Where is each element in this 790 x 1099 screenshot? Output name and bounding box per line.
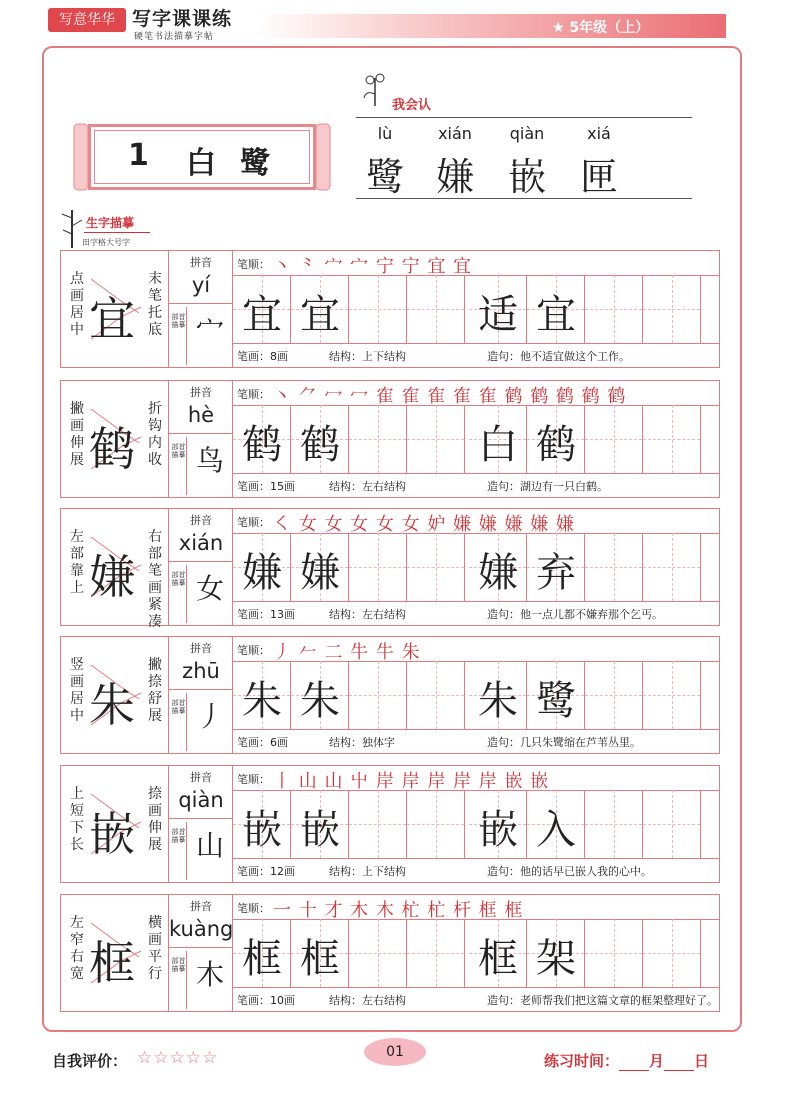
big-char-box bbox=[61, 895, 169, 1011]
char-block bbox=[60, 636, 720, 754]
char-block bbox=[60, 508, 720, 630]
practice-char: 框 bbox=[242, 936, 282, 982]
tip-left: 撇画伸展 bbox=[70, 401, 84, 468]
brand-subtitle: 硬笔书法描摹字帖 bbox=[134, 32, 215, 42]
stroke-count-label: 笔画： bbox=[237, 350, 270, 363]
pinyin-value: yí bbox=[191, 273, 211, 297]
practice-cell[interactable] bbox=[233, 790, 291, 858]
stroke-count-label: 笔画： bbox=[237, 608, 270, 621]
practice-cell[interactable] bbox=[349, 405, 407, 473]
stroke-sequence: 丨 山 山 屮 岸 岸 岸 岸 岸 嵌 嵌 bbox=[273, 771, 550, 792]
pinyin-label: 拼音 bbox=[190, 256, 212, 269]
stroke-count-label: 笔画： bbox=[237, 994, 270, 1007]
example-sentence bbox=[487, 606, 663, 622]
structure-label: 结构： bbox=[329, 865, 362, 878]
stroke-sequence: 丶 ⺈ 冖 冖 隺 隺 隺 隺 隺 鹤 鹤 鹤 鹤 鹤 bbox=[273, 386, 627, 407]
sentence-value: 他一点儿都不嫌弃那个乞丐。 bbox=[520, 608, 663, 621]
char-block bbox=[60, 765, 720, 883]
practice-char: 架 bbox=[536, 936, 576, 982]
structure bbox=[329, 863, 406, 879]
practice-cell[interactable] bbox=[585, 275, 643, 343]
pinyin-column bbox=[169, 766, 233, 882]
flower-icon bbox=[360, 70, 390, 106]
stroke-count bbox=[237, 863, 295, 879]
practice-cells bbox=[233, 533, 719, 602]
stroke-count-value: 15画 bbox=[270, 480, 295, 493]
tip-right: 末笔托底 bbox=[148, 271, 162, 338]
tip-right: 撇捺舒展 bbox=[148, 657, 162, 724]
day-blank[interactable] bbox=[664, 1056, 694, 1071]
structure-value: 左右结构 bbox=[362, 608, 406, 621]
pinyin-column bbox=[169, 251, 233, 367]
pinyin-value: zhū bbox=[182, 659, 220, 683]
tip-left: 左部靠上 bbox=[70, 529, 84, 596]
practice-cell[interactable] bbox=[527, 919, 585, 987]
tip-left: 上短下长 bbox=[70, 786, 84, 853]
practice-cell[interactable] bbox=[233, 405, 291, 473]
recognize-pinyin: xiá bbox=[587, 124, 611, 143]
practice-cell[interactable] bbox=[233, 661, 291, 729]
practice-char: 入 bbox=[536, 807, 576, 853]
practice-cell[interactable] bbox=[291, 661, 349, 729]
self-eval-label: 自我评价： bbox=[52, 1052, 128, 1070]
stroke-order-label: 笔顺： bbox=[237, 773, 270, 786]
practice-cell[interactable] bbox=[349, 661, 407, 729]
practice-cells bbox=[233, 405, 719, 474]
practice-cell[interactable] bbox=[233, 275, 291, 343]
page-number: 01 bbox=[364, 1038, 426, 1066]
pinyin-value: kuàng bbox=[169, 917, 234, 941]
radical-tab: 部首描摹 bbox=[171, 951, 187, 1009]
main-char: 朱 bbox=[89, 678, 135, 732]
month-label: 月 bbox=[649, 1052, 665, 1070]
practice-cell[interactable] bbox=[643, 533, 701, 601]
lesson-title: 白鹭 bbox=[186, 146, 294, 181]
pinyin-value: xián bbox=[178, 531, 224, 555]
structure-value: 上下结构 bbox=[362, 350, 406, 363]
sentence-value: 他的话早已嵌人我的心中。 bbox=[520, 865, 652, 878]
recognize-label: 我会认 bbox=[392, 98, 432, 113]
tip-right: 右部笔画紧凑 bbox=[148, 529, 162, 630]
radical-value: 女 bbox=[195, 572, 224, 605]
stroke-count-value: 10画 bbox=[270, 994, 295, 1007]
stroke-order-label: 笔顺： bbox=[237, 902, 270, 915]
practice-cell[interactable] bbox=[469, 405, 527, 473]
big-char-box bbox=[61, 766, 169, 882]
main-char: 嵌 bbox=[89, 807, 135, 861]
month-blank[interactable] bbox=[619, 1056, 649, 1071]
sentence-label: 造句： bbox=[487, 350, 520, 363]
practice-cell[interactable] bbox=[407, 533, 465, 601]
stroke-count-value: 6画 bbox=[270, 736, 288, 749]
brand-logo: 写意华华 bbox=[48, 8, 126, 32]
practice-grid bbox=[233, 766, 719, 882]
practice-char: 鹤 bbox=[536, 422, 576, 468]
big-char-box bbox=[61, 509, 169, 630]
practice-char: 嵌 bbox=[300, 807, 340, 853]
practice-cell[interactable] bbox=[469, 275, 527, 343]
practice-cell[interactable] bbox=[643, 919, 701, 987]
practice-cell[interactable] bbox=[469, 533, 527, 601]
pinyin-label: 拼音 bbox=[190, 771, 212, 784]
pinyin-column bbox=[169, 509, 233, 625]
practice-char: 宜 bbox=[536, 292, 576, 338]
structure bbox=[329, 348, 406, 364]
pinyin-label: 拼音 bbox=[190, 900, 212, 913]
practice-cell[interactable] bbox=[643, 405, 701, 473]
stroke-count-value: 12画 bbox=[270, 865, 295, 878]
practice-cell[interactable] bbox=[291, 790, 349, 858]
tip-right: 折钩内收 bbox=[148, 401, 162, 468]
practice-cell[interactable] bbox=[585, 919, 643, 987]
practice-cells bbox=[233, 790, 719, 859]
practice-cell[interactable] bbox=[469, 919, 527, 987]
info-row bbox=[233, 729, 719, 753]
practice-grid bbox=[233, 895, 719, 1011]
radical-value: 宀 bbox=[195, 314, 224, 347]
practice-cell[interactable] bbox=[349, 919, 407, 987]
stroke-order-label: 笔顺： bbox=[237, 644, 270, 657]
stroke-order-row bbox=[233, 251, 719, 276]
sentence-label: 造句： bbox=[487, 994, 520, 1007]
structure bbox=[329, 734, 395, 750]
trace-label: 生字描摹 bbox=[86, 216, 135, 230]
practice-cell[interactable] bbox=[233, 919, 291, 987]
info-row bbox=[233, 858, 719, 882]
recognize-char: 匣 bbox=[579, 155, 618, 199]
stroke-sequence: 一 十 才 木 木 杧 杧 杆 框 框 bbox=[273, 900, 524, 921]
radical-tab: 部首描摹 bbox=[171, 565, 187, 623]
practice-cell[interactable] bbox=[291, 533, 349, 601]
bamboo-icon bbox=[60, 208, 84, 248]
stroke-count bbox=[237, 348, 288, 364]
stroke-order-row bbox=[233, 895, 719, 920]
practice-cell[interactable] bbox=[349, 533, 407, 601]
sentence-value: 几只朱鹭缩在芦苇丛里。 bbox=[520, 736, 641, 749]
structure-value: 独体字 bbox=[362, 736, 395, 749]
stroke-order-row bbox=[233, 637, 719, 662]
structure-label: 结构： bbox=[329, 350, 362, 363]
radical-value: 鸟 bbox=[195, 444, 224, 477]
main-char: 鹤 bbox=[89, 422, 135, 476]
pinyin-value: qiàn bbox=[178, 788, 224, 812]
practice-cell[interactable] bbox=[349, 790, 407, 858]
stroke-order-row bbox=[233, 381, 719, 406]
day-label: 日 bbox=[694, 1052, 710, 1070]
recognize-char: 鹭 bbox=[365, 155, 404, 199]
info-row bbox=[233, 601, 719, 625]
stroke-count-value: 13画 bbox=[270, 608, 295, 621]
info-row bbox=[233, 987, 719, 1011]
practice-char: 朱 bbox=[300, 678, 340, 724]
structure bbox=[329, 992, 406, 1008]
practice-cell[interactable] bbox=[407, 790, 465, 858]
stroke-order-label: 笔顺： bbox=[237, 516, 270, 529]
radical-value: 山 bbox=[195, 829, 224, 862]
char-block bbox=[60, 894, 720, 1012]
structure-value: 左右结构 bbox=[362, 994, 406, 1007]
practice-cell[interactable] bbox=[407, 919, 465, 987]
recognize-pinyin: xián bbox=[438, 124, 472, 143]
trace-sublabel: 田字格大号字 bbox=[82, 238, 130, 247]
practice-char: 鹤 bbox=[300, 422, 340, 468]
stroke-order-label: 笔顺： bbox=[237, 388, 270, 401]
structure bbox=[329, 478, 406, 494]
practice-cell[interactable] bbox=[233, 533, 291, 601]
practice-time-label: 练习时间： bbox=[544, 1052, 620, 1070]
practice-cell[interactable] bbox=[585, 405, 643, 473]
practice-char: 嫌 bbox=[478, 550, 518, 596]
char-block bbox=[60, 380, 720, 498]
stroke-sequence: 丿 𠂉 二 牛 牛 朱 bbox=[273, 642, 421, 663]
main-char: 嫌 bbox=[89, 550, 135, 604]
radical-value: 木 bbox=[195, 958, 224, 991]
tip-right: 横画平行 bbox=[148, 915, 162, 982]
sentence-label: 造句： bbox=[487, 865, 520, 878]
practice-cell[interactable] bbox=[643, 790, 701, 858]
stroke-count-label: 笔画： bbox=[237, 736, 270, 749]
practice-cell[interactable] bbox=[643, 661, 701, 729]
stroke-order-row bbox=[233, 766, 719, 791]
char-block bbox=[60, 250, 720, 368]
stroke-count bbox=[237, 734, 288, 750]
practice-grid bbox=[233, 381, 719, 497]
recognize-pinyin: qiàn bbox=[509, 124, 545, 143]
practice-cell[interactable] bbox=[585, 533, 643, 601]
radical-tab: 部首描摹 bbox=[171, 307, 187, 365]
practice-cell[interactable] bbox=[527, 661, 585, 729]
practice-cell[interactable] bbox=[291, 275, 349, 343]
structure-value: 上下结构 bbox=[362, 865, 406, 878]
practice-char: 宜 bbox=[242, 292, 282, 338]
practice-char: 鹤 bbox=[242, 422, 282, 468]
stroke-sequence: 丶 ⺀ 宀 宀 宁 宁 宜 宜 bbox=[273, 256, 473, 277]
radical-tab: 部首描摹 bbox=[171, 693, 187, 751]
big-char-box bbox=[61, 381, 169, 497]
tip-left: 左窄右宽 bbox=[70, 915, 84, 982]
sentence-value: 湖边有一只白鹤。 bbox=[520, 480, 608, 493]
practice-cells bbox=[233, 661, 719, 730]
practice-char: 嫌 bbox=[242, 550, 282, 596]
recognize-char: 嫌 bbox=[435, 155, 474, 199]
brand-title: 写字课课练 bbox=[132, 8, 233, 30]
big-char-box bbox=[61, 251, 169, 367]
practice-cell[interactable] bbox=[585, 790, 643, 858]
practice-char: 嫌 bbox=[300, 550, 340, 596]
example-sentence bbox=[487, 478, 608, 494]
sentence-label: 造句： bbox=[487, 736, 520, 749]
rating-stars[interactable]: ☆☆☆☆☆ bbox=[137, 1048, 219, 1068]
practice-cell[interactable] bbox=[585, 661, 643, 729]
stroke-count bbox=[237, 478, 295, 494]
practice-char: 朱 bbox=[478, 678, 518, 724]
practice-grid bbox=[233, 637, 719, 753]
pinyin-column bbox=[169, 895, 233, 1011]
stroke-order-label: 笔顺： bbox=[237, 258, 270, 271]
practice-time bbox=[544, 1050, 709, 1071]
practice-char: 嵌 bbox=[478, 807, 518, 853]
practice-cell[interactable] bbox=[349, 275, 407, 343]
example-sentence bbox=[487, 734, 641, 750]
pinyin-column bbox=[169, 381, 233, 497]
practice-cell[interactable] bbox=[291, 919, 349, 987]
main-char: 框 bbox=[89, 936, 135, 990]
structure-label: 结构： bbox=[329, 736, 362, 749]
stroke-order-row bbox=[233, 509, 719, 534]
main-char: 宜 bbox=[89, 292, 135, 346]
stroke-count-value: 8画 bbox=[270, 350, 288, 363]
tip-left: 竖画居中 bbox=[70, 657, 84, 724]
recognize-pinyin: lù bbox=[377, 124, 393, 143]
tip-right: 捺画伸展 bbox=[148, 786, 162, 853]
practice-char: 宜 bbox=[300, 292, 340, 338]
practice-cells bbox=[233, 275, 719, 344]
practice-char: 框 bbox=[478, 936, 518, 982]
big-char-box bbox=[61, 637, 169, 753]
practice-char: 白 bbox=[478, 422, 518, 468]
practice-cell[interactable] bbox=[643, 275, 701, 343]
practice-cell[interactable] bbox=[407, 275, 465, 343]
practice-grid bbox=[233, 509, 719, 625]
recognize-char: 嵌 bbox=[507, 155, 546, 199]
stroke-count bbox=[237, 992, 295, 1008]
practice-cell[interactable] bbox=[527, 405, 585, 473]
structure-label: 结构： bbox=[329, 480, 362, 493]
example-sentence bbox=[487, 348, 630, 364]
practice-cell[interactable] bbox=[527, 790, 585, 858]
practice-char: 朱 bbox=[242, 678, 282, 724]
example-sentence bbox=[487, 863, 652, 879]
practice-cell[interactable] bbox=[469, 661, 527, 729]
info-row bbox=[233, 473, 719, 497]
structure-label: 结构： bbox=[329, 608, 362, 621]
tip-left: 点画居中 bbox=[70, 271, 84, 338]
pinyin-value: hè bbox=[187, 403, 215, 427]
structure-label: 结构： bbox=[329, 994, 362, 1007]
practice-cell[interactable] bbox=[527, 275, 585, 343]
stroke-count bbox=[237, 606, 295, 622]
sentence-label: 造句： bbox=[487, 480, 520, 493]
header-band bbox=[256, 14, 726, 38]
sentence-value: 他不适宜做这个工作。 bbox=[520, 350, 630, 363]
practice-cells bbox=[233, 919, 719, 988]
practice-cell[interactable] bbox=[407, 405, 465, 473]
practice-grid bbox=[233, 251, 719, 367]
practice-cell[interactable] bbox=[527, 533, 585, 601]
practice-cell[interactable] bbox=[469, 790, 527, 858]
stroke-sequence: ㇛ 女 女 女 女 女 妒 嫌 嫌 嫌 嫌 嫌 bbox=[273, 514, 575, 535]
radical-tab: 部首描摹 bbox=[171, 437, 187, 495]
lesson-number: 1 bbox=[128, 138, 149, 173]
pinyin-label: 拼音 bbox=[190, 642, 212, 655]
stroke-count-label: 笔画： bbox=[237, 865, 270, 878]
grade-label: ★ 5年级（上） bbox=[552, 20, 650, 36]
info-row bbox=[233, 343, 719, 367]
pinyin-label: 拼音 bbox=[190, 514, 212, 527]
radical-tab: 部首描摹 bbox=[171, 822, 187, 880]
practice-cell[interactable] bbox=[407, 661, 465, 729]
sentence-value: 老师帮我们把这篇文章的框架整理好了。 bbox=[520, 994, 718, 1007]
practice-char: 鹭 bbox=[536, 678, 576, 724]
example-sentence bbox=[487, 992, 718, 1008]
structure bbox=[329, 606, 406, 622]
practice-cell[interactable] bbox=[291, 405, 349, 473]
stroke-count-label: 笔画： bbox=[237, 480, 270, 493]
practice-char: 框 bbox=[300, 936, 340, 982]
sentence-label: 造句： bbox=[487, 608, 520, 621]
pinyin-label: 拼音 bbox=[190, 386, 212, 399]
pinyin-column bbox=[169, 637, 233, 753]
radical-value: 丿 bbox=[195, 700, 224, 733]
practice-char: 嵌 bbox=[242, 807, 282, 853]
practice-char: 弃 bbox=[536, 550, 576, 596]
structure-value: 左右结构 bbox=[362, 480, 406, 493]
practice-char: 适 bbox=[478, 292, 518, 338]
